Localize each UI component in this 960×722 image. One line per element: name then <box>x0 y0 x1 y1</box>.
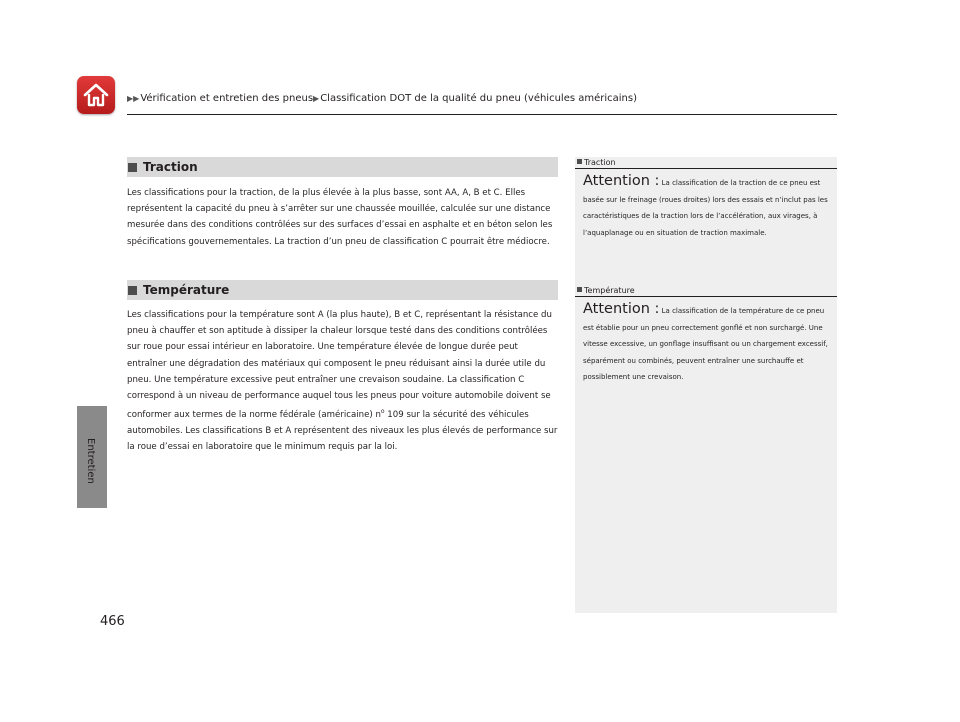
sidebar-label: Entretien <box>85 438 96 484</box>
note-title: Traction <box>584 158 616 167</box>
header-rule <box>127 114 837 115</box>
arrow-right-icon: ▶▶ <box>127 94 140 103</box>
note-marker-icon <box>577 287 582 292</box>
section-title: Température <box>143 283 230 297</box>
note-heading-temperature <box>575 286 837 295</box>
breadcrumb <box>127 93 637 104</box>
attention-label: Attention : <box>583 173 660 189</box>
paragraph <box>127 307 559 456</box>
section-body-temperature <box>127 307 559 456</box>
note-body-temperature <box>583 301 833 386</box>
square-bullet-icon <box>128 163 137 172</box>
home-button[interactable] <box>77 76 115 114</box>
home-icon <box>82 82 110 108</box>
note-text: La classification de la température de ce pneu est établie pour un pneu correctement gonflé et non surchargé. Une vitesse excessive, un gonflage insuffisant ou un chargement excessif, séparément ou combinés, peuvent entraîner une surchauffe et possiblement une crevaison. <box>583 307 828 382</box>
superscript: o <box>380 408 385 416</box>
square-bullet-icon <box>128 286 137 295</box>
section-body-traction <box>127 185 559 250</box>
page-number: 466 <box>100 614 125 629</box>
paragraph-text: 109 sur la sécurité des véhicules automobiles. Les classifications B et A représentent des niveaux les plus élevés de performance sur la roue d’essai en laboratoire que le minimum requis par la loi. <box>127 410 558 453</box>
note-marker-icon <box>577 159 582 164</box>
section-heading-traction <box>127 157 558 177</box>
paragraph-text: Les classifications pour la température sont A (la plus haute), B et C, représentant la résistance du pneu à chauffer et son aptitude à dissiper la chaleur lorsque testé dans des conditions contrôlées sur roue pour essai intérieur en laboratoire. Une température élevée de longue durée peut entraîner une dégradation des matériaux qui composent le pneu réduisant ainsi la durée utile du pneu. Une température excessive peut entraîner une crevaison soudaine. La classification C correspond à un niveau de performance auquel tous les pneus pour voiture automobile doivent se conformer aux termes de la norme fédérale (américaine) n <box>127 310 552 421</box>
section-heading-temperature <box>127 280 558 300</box>
note-body-traction <box>583 173 833 241</box>
breadcrumb-item[interactable]: Vérification et entretien des pneus <box>140 93 314 104</box>
attention-label: Attention : <box>583 301 660 317</box>
section-title: Traction <box>143 160 198 174</box>
note-heading-traction <box>575 158 837 167</box>
arrow-right-icon: ▶ <box>313 94 320 103</box>
note-title: Température <box>584 286 635 295</box>
breadcrumb-item[interactable]: Classification DOT de la qualité du pneu (véhicules américains) <box>320 93 638 104</box>
paragraph: Les classifications pour la traction, de la plus élevée à la plus basse, sont AA, A, B et C. Elles représentent la capacité du pneu à s’arrêter sur une chaussée mouillée, calculée sur une distance mesurée dans des conditions contrôlées sur des surfaces d’essai en asphalte et en béton selon les spécifications gouvernementales. La traction d’un pneu de classification C pourrait être médiocre. <box>127 188 553 247</box>
note-text: La classification de la traction de ce pneu est basée sur le freinage (roues droites) lors des essais et n’inclut pas les caractéristiques de la traction lors de l’accélération, aux virages, à l’aquaplanage ou en situation de traction maximale. <box>583 179 828 237</box>
